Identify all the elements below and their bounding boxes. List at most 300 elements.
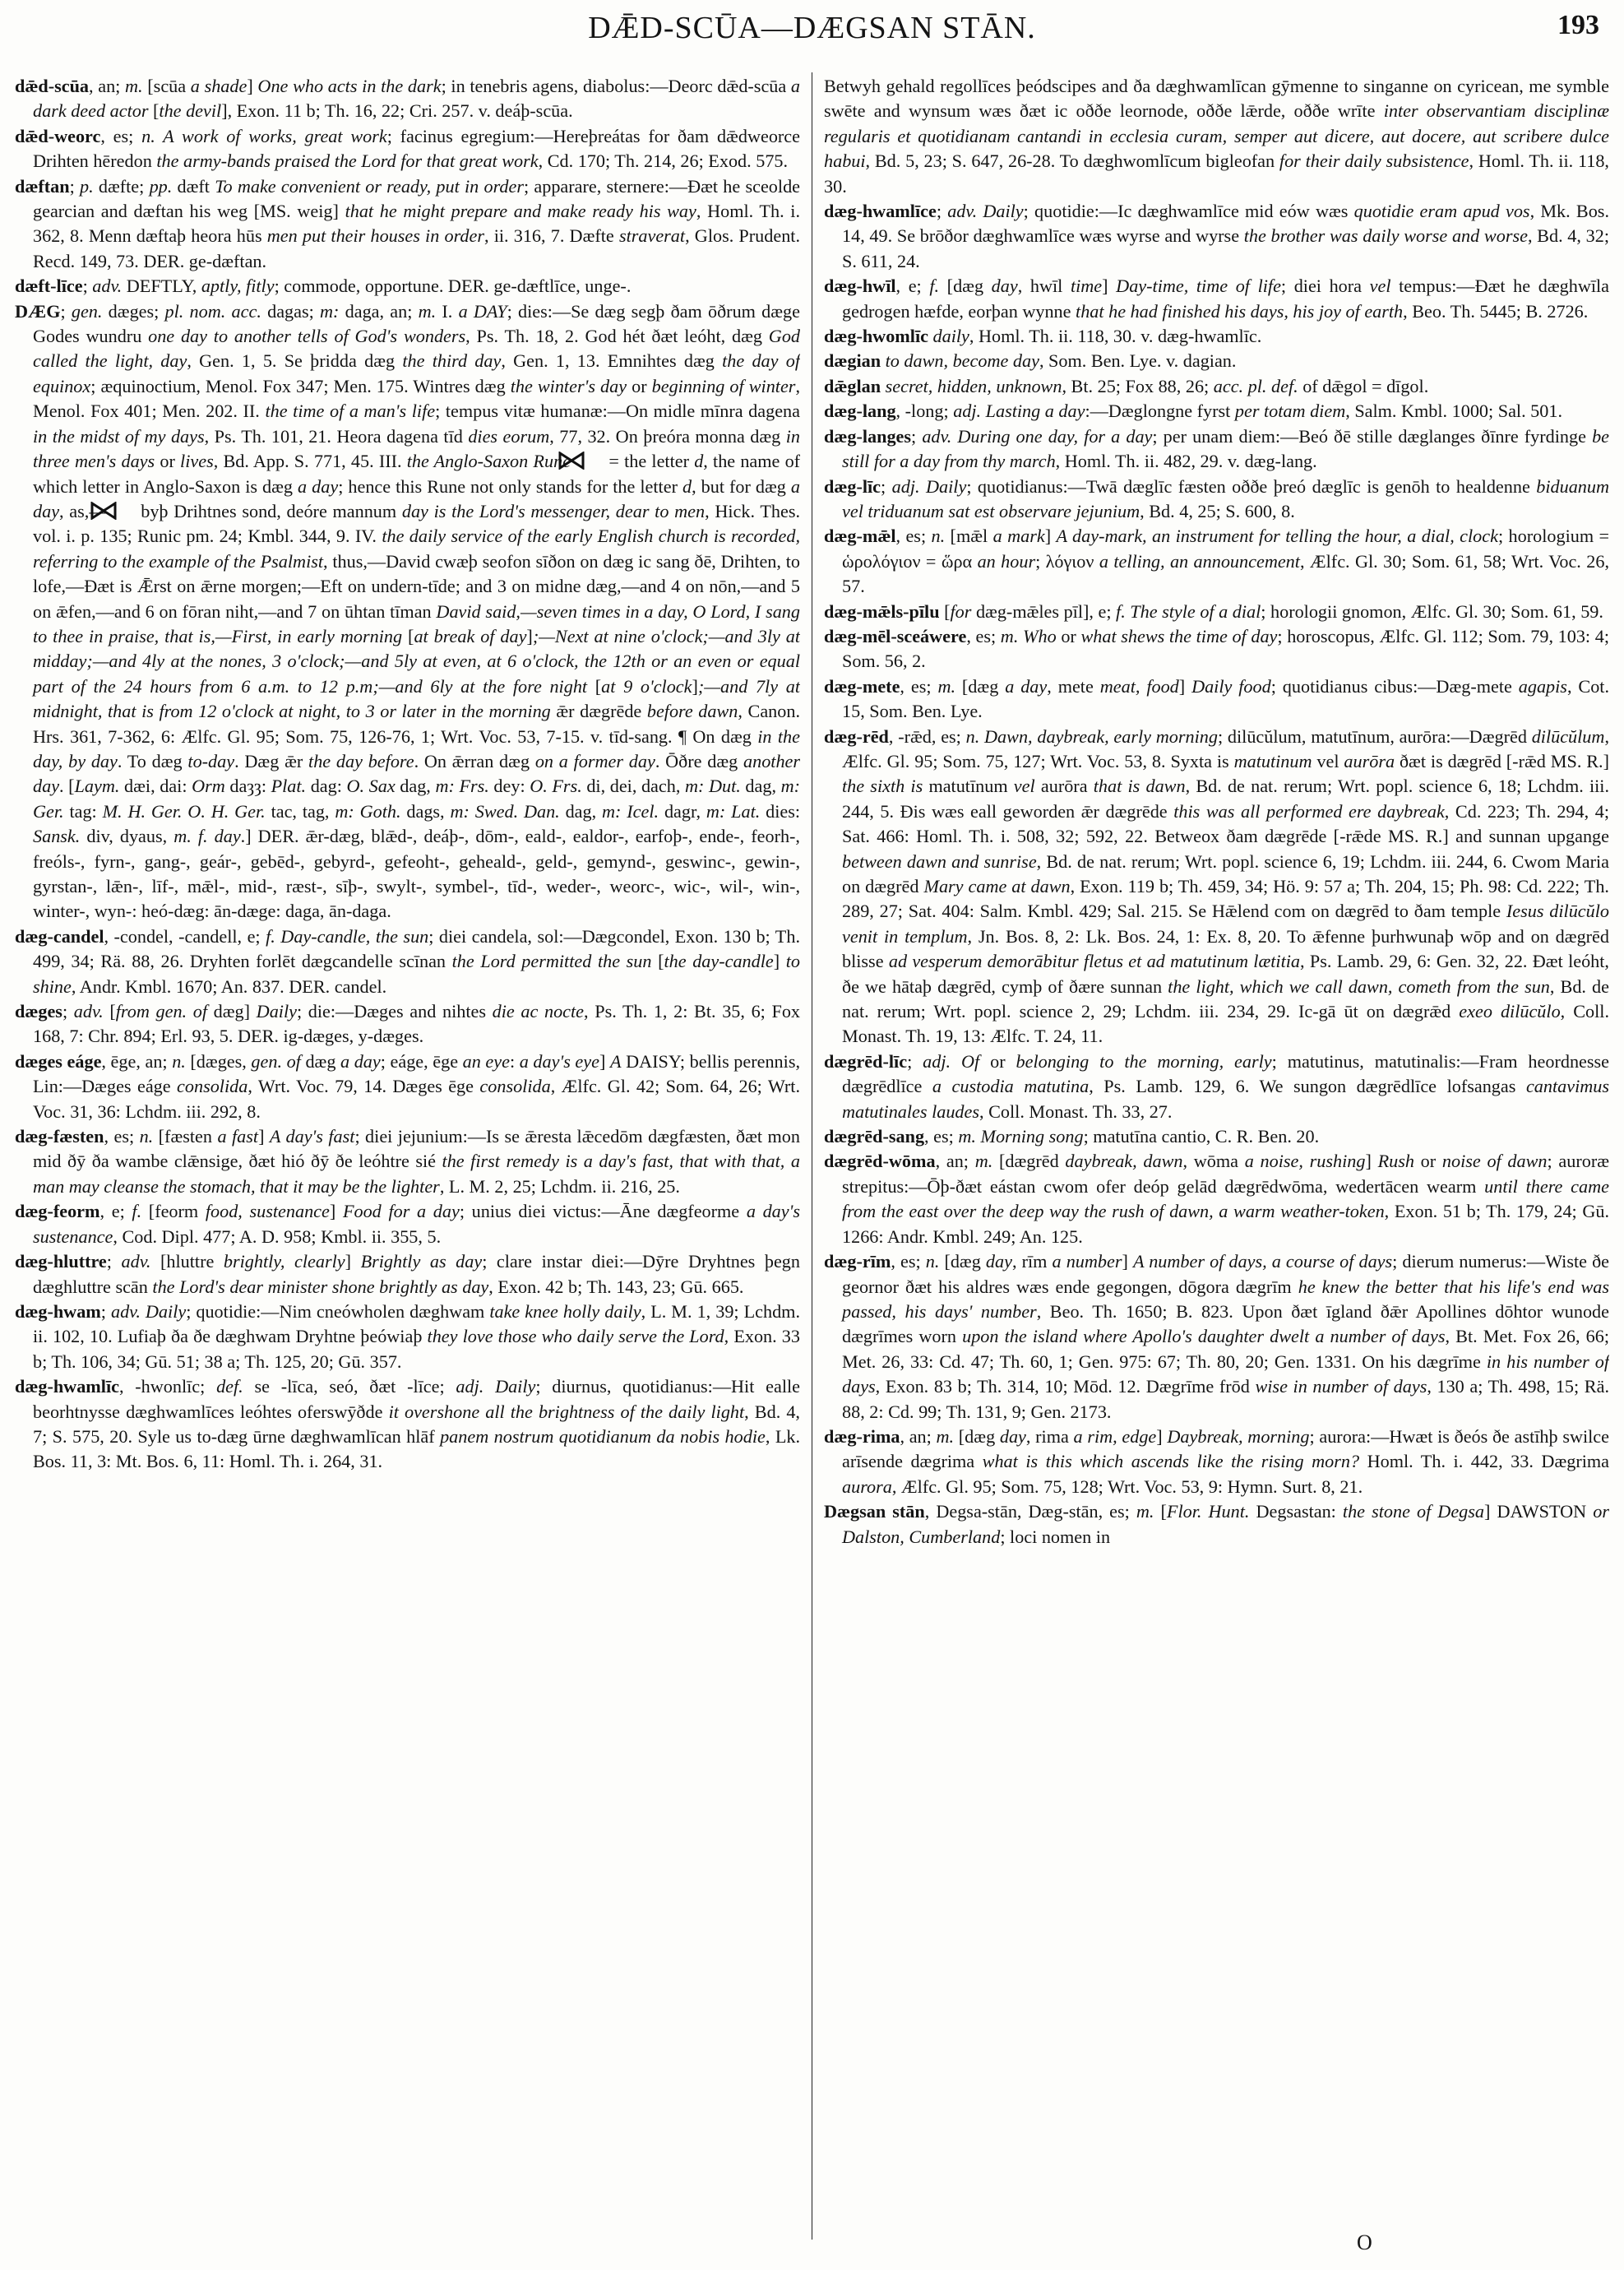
entry-gloss: Daybreak, morning xyxy=(1167,1425,1310,1447)
entry-text: ; eáge, ēge xyxy=(380,1050,463,1072)
entry-text: tag: xyxy=(63,800,103,822)
entry-gloss: agapis xyxy=(1518,675,1567,697)
entry-text: , Homl. Th. ii. 118, 30. xyxy=(824,151,1609,197)
entry-gloss: f. The style of a dial xyxy=(1116,600,1261,622)
entry-gloss: adj. Lasting a day xyxy=(953,401,1085,422)
entry-text: ] xyxy=(329,1201,343,1222)
entry-text: , Ps. Lamb. 129, 6. We sungon dægrēdlīce lofsangas xyxy=(1089,1076,1526,1097)
entry-gloss: Plat. xyxy=(271,776,307,797)
entry-gloss: m. xyxy=(418,300,437,322)
entry-text: ; xyxy=(911,425,923,447)
entry-gloss: adv. xyxy=(92,276,123,297)
entry-text: ] xyxy=(1178,675,1192,697)
entry-text: or xyxy=(1413,1151,1442,1172)
entry-text: , wōma xyxy=(1182,1151,1245,1172)
entry-headword: dǣglan xyxy=(824,375,881,396)
entry-gloss: f. Day-candle, the sun xyxy=(266,925,429,947)
entry-gloss: vel xyxy=(1369,276,1391,297)
entry-text: , the name of which letter in Anglo-Saxon is dæg xyxy=(33,451,800,497)
entry-text: ; xyxy=(62,1001,74,1022)
entry-text: dagas; xyxy=(261,300,320,322)
entry-text: [ xyxy=(402,625,414,646)
entry-text: , Bd. 5, 23; S. 647, 26-28. To dæghwomlīcum bigleofan xyxy=(865,151,1279,172)
entry-gloss: exeo dilūcŭlo xyxy=(1459,1001,1561,1022)
entry-gloss: daily xyxy=(932,326,969,347)
entry-text: , Gen. 1, 13. Emnihtes dæg xyxy=(501,350,723,372)
entry-text: ; xyxy=(907,1050,923,1072)
entry-text: , as,— byþ Drihtnes sond, deóre mannum xyxy=(59,500,402,521)
entry-gloss: Laym. xyxy=(74,776,120,797)
entry-text: , Andr. Kmbl. 1670; An. 837. DER. candel. xyxy=(71,975,387,997)
entry-gloss: dies eorum xyxy=(468,425,550,447)
entry-gloss: acc. pl. def. xyxy=(1213,375,1298,396)
entry-text: ; horoscopus, Ælfc. Gl. 112; Som. 79, 103: 4; Som. 56, 2. xyxy=(842,625,1609,672)
dictionary-entry xyxy=(824,324,1609,349)
entry-text: , es; xyxy=(891,1251,926,1272)
dictionary-entry xyxy=(15,74,800,124)
entry-gloss: a shade xyxy=(190,76,248,96)
entry-gloss: n. Dawn, daybreak, early morning xyxy=(965,725,1218,747)
entry-gloss: in three men's days xyxy=(33,425,800,472)
entry-headword: dæft-līce xyxy=(15,276,83,297)
dictionary-entry xyxy=(15,174,800,275)
entry-gloss: To make convenient or ready, put in order xyxy=(215,175,524,197)
entry-text: , Mk. Bos. 14, 49. Se brōðor dæghwamlīce wæs wyrse and wyrse xyxy=(842,201,1609,247)
entry-text: ; per unam diem:—Beó ðē stille dæglanges ðīnre fyrdinge xyxy=(1152,425,1593,447)
entry-gloss: adv. Daily xyxy=(947,201,1024,222)
entry-text: [ xyxy=(587,675,602,697)
dictionary-entry xyxy=(15,299,800,924)
entry-gloss: the light, which we call dawn, cometh from the sun xyxy=(1168,975,1550,997)
entry-gloss: per totam diem xyxy=(1234,401,1346,422)
entry-text: , Cod. Dipl. 477; A. D. 958; Kmbl. ii. 355, 5. xyxy=(113,1225,442,1247)
entry-text: , es; xyxy=(966,625,1001,646)
entry-text: , Glos. Prudent. Recd. 149, 73. DER. ge-dæftan. xyxy=(33,225,800,271)
entry-text: se -līca, seó, ðæt -līce; xyxy=(243,1376,456,1397)
entry-text: ; dies:—Se dæg segþ ðam ōðrum dæge Godes wundru xyxy=(33,300,800,347)
entry-gloss: the army-bands praised the Lord for that great work xyxy=(156,151,539,172)
signature-mark: O xyxy=(1357,2231,1372,2254)
entry-gloss: on a former day xyxy=(534,750,655,771)
entry-gloss: at break of day xyxy=(414,625,527,646)
dictionary-entry xyxy=(824,674,1609,725)
entry-text: ; diei candela, sol:—Dægcondel, Exon. 130 b; Th. 499, 34; Rä. 88, 26. Dryhten forlēt dægcandelle scīnan xyxy=(33,925,800,972)
entry-text: , Menol. Fox 401; Men. 202. II. xyxy=(33,375,800,422)
entry-gloss: f. xyxy=(929,276,940,297)
dictionary-entry xyxy=(824,374,1609,399)
entry-gloss: the daily service of the early English church is recorded, referring to the example of the Psalmist xyxy=(33,526,800,572)
entry-text: ; horologii gnomon, Ælfc. Gl. 30; Som. 61, 59. xyxy=(1261,600,1603,622)
entry-text: , es; xyxy=(924,1126,959,1147)
entry-headword: dæg-mēl-sceáwere xyxy=(824,625,967,646)
entry-text: or xyxy=(627,375,652,396)
entry-text: or xyxy=(1056,625,1081,646)
entry-text: , ii. 316, 7. Dæfte xyxy=(483,225,619,247)
entry-text: , an; xyxy=(89,76,126,96)
entry-gloss: to-day xyxy=(187,750,235,771)
entry-text: aurōra xyxy=(1034,776,1094,797)
entry-gloss: be still for a day from thy march xyxy=(842,425,1609,472)
entry-gloss: n. A work of works, great work xyxy=(141,125,387,146)
entry-text: tempus:—Ðæt he dæghwīla gedrogen hæfde, eorþan wynne xyxy=(842,276,1609,322)
entry-text: ] xyxy=(1044,526,1057,547)
entry-text: ; quotidie:—Nim cneówholen dæghwam xyxy=(186,1300,490,1322)
entry-gloss: they love those who daily serve the Lord xyxy=(427,1326,724,1347)
entry-text: ; quotidianus:—Twā dæglīc fæsten oððe þreó dæglīc is genōh to healdenne xyxy=(966,475,1537,497)
dictionary-entry xyxy=(824,1149,1609,1249)
entry-text: , ēge, an; xyxy=(101,1050,173,1072)
entry-gloss: day is the Lord's messenger, dear to men xyxy=(401,500,706,521)
entry-text: , e; xyxy=(895,276,930,297)
entry-headword: dægrēd-wōma xyxy=(824,1151,936,1172)
entry-text: ] xyxy=(599,1050,610,1072)
entry-gloss: adj. Daily xyxy=(891,475,967,497)
entry-gloss: the winter's day xyxy=(510,375,627,396)
entry-text: dæg-mǣles pīl], e; xyxy=(971,600,1117,622)
entry-gloss: d xyxy=(694,451,704,472)
entry-gloss: for their daily subsistence xyxy=(1279,151,1469,172)
entry-text: dag, xyxy=(395,776,436,797)
entry-text: dæi, dai: xyxy=(119,776,192,797)
entry-gloss: an eye xyxy=(462,1050,510,1072)
entry-gloss: the day-candle xyxy=(664,951,774,972)
entry-text: ǣr dægrēde xyxy=(550,701,647,722)
entry-gloss: A day's fast xyxy=(269,1126,355,1147)
entry-gloss: what shews the time of day xyxy=(1080,625,1278,646)
entry-text: ; xyxy=(100,1300,111,1322)
entry-gloss: upon the island where Apollo's daughter dwelt a number of days xyxy=(962,1326,1446,1347)
entry-text: div, dyaus, xyxy=(80,826,174,847)
entry-text: dæg] xyxy=(207,1001,257,1022)
entry-headword: dæg-hwam xyxy=(15,1300,101,1322)
entry-text: , -hwonlīc; xyxy=(118,1376,217,1397)
entry-gloss: before dawn xyxy=(646,701,738,722)
entry-text: di, dei, dach, xyxy=(581,776,685,797)
entry-text: , es; xyxy=(104,1126,140,1147)
entry-text: , an; xyxy=(935,1151,975,1172)
entry-headword: Dægsan stān xyxy=(824,1501,925,1522)
dag-rune-icon xyxy=(108,502,136,520)
entry-gloss: pp. xyxy=(149,175,173,197)
entry-gloss: straverat xyxy=(618,225,686,247)
entry-text: dag, xyxy=(559,800,603,822)
entry-text: , Jn. Bos. 8, 2: Lk. Bos. 24, 1: Ex. 8, 20. To ǣfenne þurhwunaþ wōp and on dægrēd blisse xyxy=(842,925,1609,972)
entry-text: of dǣgol = dīgol. xyxy=(1298,375,1429,396)
entry-gloss: Daily food xyxy=(1191,675,1271,697)
entry-text: ; diurnus, quotidianus:—Hit ealle beorhtnysse dæghwamlīces leóhtes oferswȳðde xyxy=(33,1376,800,1422)
entry-text: . Ōðre dæg xyxy=(655,750,744,771)
entry-headword: dæg-hwamlīce xyxy=(824,201,937,222)
entry-text: , Exon. 42 b; Th. 143, 23; Gū. 665. xyxy=(488,1276,744,1297)
entry-text: dies: xyxy=(760,800,800,822)
entry-text: , an; xyxy=(900,1425,937,1447)
entry-text: ] xyxy=(345,1251,361,1272)
entry-gloss: dilūcŭlum xyxy=(1531,725,1605,747)
entry-text: , Ps. Th. 18, 2. God hét ðæt leóht, dæg xyxy=(465,326,769,347)
entry-gloss: a noise, rushing xyxy=(1244,1151,1366,1172)
entry-gloss: m. Who xyxy=(1000,625,1057,646)
entry-text: , Bd. de nat. rerum; Wrt. popl. science 2, 29; Lchdm. iii. 234, 29. Ic-gā ūt on dægrǣd xyxy=(842,975,1609,1022)
entry-text: ; quotidianus cibus:—Dæg-mete xyxy=(1270,675,1519,697)
entry-gloss: between dawn and sunrise xyxy=(842,850,1037,872)
dictionary-entry xyxy=(15,1124,800,1199)
entry-text: dey: xyxy=(488,776,530,797)
entry-text: , Cd. 223; Th. 294, 4; Sat. 466: Homl. Th. i. 508, 32; 592, 22. Betweox ðam dægrēde [-rǣde MS. R.] and sunnan upgange xyxy=(842,800,1609,847)
entry-gloss: a day xyxy=(1005,675,1048,697)
entry-text: . [ xyxy=(59,776,75,797)
entry-text: , Wrt. Voc. 79, 14. Dæges ēge xyxy=(248,1076,480,1097)
entry-gloss: that he had finished his days, his joy of earth xyxy=(1076,300,1404,322)
entry-gloss: the brother was daily worse and worse xyxy=(1243,225,1528,247)
dictionary-entry xyxy=(824,475,1609,525)
entry-text: vel xyxy=(1312,750,1344,771)
entry-gloss: m. xyxy=(1136,1501,1154,1522)
entry-gloss: m: xyxy=(435,776,455,797)
entry-text: , es; xyxy=(100,125,142,146)
dictionary-entry xyxy=(15,924,800,999)
entry-gloss: Ger. xyxy=(33,800,64,822)
entry-gloss: die ac nocte xyxy=(492,1001,585,1022)
entry-text: ; commode, opportune. DER. ge-dæftlīce, unge-. xyxy=(274,276,632,297)
entry-text: [scūa xyxy=(142,76,191,96)
entry-gloss: m. xyxy=(937,675,956,697)
entry-gloss: n. xyxy=(139,1126,154,1147)
entry-gloss: belonging to the morning, early xyxy=(1016,1050,1272,1072)
entry-text: ] xyxy=(1102,276,1117,297)
entry-text: , Bd. 4, 25; S. 600, 8. xyxy=(1140,500,1295,521)
entry-text xyxy=(470,801,475,822)
entry-gloss: take knee holly daily xyxy=(489,1300,641,1322)
entry-text: , Gen. 1, 5. Se þridda dæg xyxy=(187,350,403,372)
entry-gloss: that is dawn xyxy=(1093,776,1186,797)
entry-text: ; xyxy=(69,175,80,197)
dictionary-entry xyxy=(824,1049,1609,1124)
entry-text: , mete xyxy=(1047,675,1100,697)
entry-gloss: Goth. xyxy=(359,800,401,822)
entry-gloss: adj. Of xyxy=(923,1050,980,1072)
entry-text: [dæges, xyxy=(185,1050,252,1072)
entry-headword: dæg-hluttre xyxy=(15,1251,107,1272)
entry-text: , L. M. 2, 25; Lchdm. ii. 216, 25. xyxy=(439,1175,680,1197)
entry-text: Betwyh gehald regollīces þeódscipes and ða dæghwamlīcan gȳmenne to singanne on cyricean, me symble swēte and wynsum wæs ðæt ic oððe leornode, oððe lǣrde, oððe wrīte xyxy=(824,76,1609,122)
entry-gloss: until there came from the east over the deep way the rush of dawn, a warm weather-token xyxy=(842,1175,1609,1222)
entry-text: , Bd. de nat. rerum; Wrt. popl. science 6, 18; Lchdm. iii. 244, 5. Ðis wæs eall geworden ǣr dægrēde xyxy=(842,776,1609,822)
entry-gloss: daybreak, dawn xyxy=(1065,1151,1183,1172)
entry-gloss: Dalston, Cumberland xyxy=(842,1526,1001,1547)
left-column xyxy=(15,74,800,2237)
entry-text: dæges; xyxy=(102,300,165,322)
entry-gloss: a mark xyxy=(992,526,1045,547)
dictionary-entry xyxy=(824,725,1609,1049)
entry-gloss: secret, hidden, unknown xyxy=(885,375,1062,396)
entry-gloss: def. xyxy=(216,1376,243,1397)
entry-text: , 77, 32. On þreóra monna dæg xyxy=(549,425,786,447)
entry-text: , Beo. Th. 5445; B. 2726. xyxy=(1403,300,1589,322)
dictionary-entry xyxy=(824,424,1609,475)
dictionary-entry xyxy=(824,349,1609,373)
entry-gloss: a custodia matutina xyxy=(932,1076,1090,1097)
dictionary-entry xyxy=(824,524,1609,599)
entry-text xyxy=(354,801,360,822)
entry-text: ; quotidie:—Ic dæghwamlīce mid eów wæs xyxy=(1023,201,1354,222)
entry-text: , Som. Ben. Lye. v. dagian. xyxy=(1039,350,1237,372)
entry-text: , Ælfc. Gl. 95; Som. 75, 128; Wrt. Voc. 53, 9: Hymn. Surt. 8, 21. xyxy=(891,1476,1363,1497)
entry-gloss: vel xyxy=(1013,776,1035,797)
entry-gloss: M. H. Ger. O. H. Ger. xyxy=(102,800,266,822)
entry-text: ; facinus egregium:—Hereþreátas for ðam dǣdweorce Drihten hēredon xyxy=(33,125,800,172)
entry-headword: dæg-rīm xyxy=(824,1251,891,1272)
entry-headword: dæg-langes xyxy=(824,425,912,447)
entry-text: , e; xyxy=(99,1201,132,1222)
entry-gloss: Dut. xyxy=(709,776,741,797)
entry-gloss: a day's eye xyxy=(519,1050,599,1072)
entry-text: ; matutinus, matutinalis:—Fram heordnesse dægrēdlīce xyxy=(842,1050,1609,1097)
entry-gloss: panem nostrum quotidianum da nobis hodie xyxy=(440,1425,766,1447)
running-head: DǢD-SCŪA—DÆGSAN STĀN. xyxy=(588,11,1036,45)
entry-text: , Exon. 51 b; Th. 179, 24; Gū. 1266: Andr. Kmbl. 249; An. 125. xyxy=(842,1201,1609,1247)
entry-text: ; die:—Dæges and nihtes xyxy=(296,1001,493,1022)
entry-text: [dæg xyxy=(954,1425,1000,1447)
entry-gloss: noise of dawn xyxy=(1441,1151,1548,1172)
entry-text: ; diei jejunium:—Is se ǣresta lǣcedōm dægfæsten, ðæt mon mid ðȳ ða wambe clǣnsige, ðæt hió ðȳ ðe leóhtre sié xyxy=(33,1126,800,1172)
entry-text: , Cd. 170; Th. 214, 26; Exod. 575. xyxy=(538,151,789,172)
entry-text: ] xyxy=(1156,1425,1168,1447)
entry-gloss: to dawn, become day xyxy=(885,350,1039,372)
entry-text: ; xyxy=(82,276,93,297)
entry-gloss: m. xyxy=(125,76,143,96)
entry-text: ; unius diei victus:—Āne dægfeorme xyxy=(459,1201,747,1222)
entry-text: : xyxy=(509,1050,520,1072)
entry-text: ; diei hora xyxy=(1280,276,1370,297)
entry-text: , Bd. de nat. rerum; Wrt. popl. science 6, 19; Lchdm. iii. 244, 6. Cwom Maria on dægrēd xyxy=(842,850,1609,896)
entry-gloss: men put their houses in order xyxy=(266,225,484,247)
entry-gloss: adv. Daily xyxy=(110,1300,187,1322)
page-header xyxy=(0,10,1624,59)
entry-gloss: brightly, clearly xyxy=(223,1251,345,1272)
entry-text: [hluttre xyxy=(150,1251,224,1272)
entry-headword: dæg-līc xyxy=(824,475,881,497)
entry-gloss: a DAY xyxy=(458,300,507,322)
entry-gloss: inter observantiam disciplinæ regularis et quotidianam cantandi in ecclesia curam, semper aut dicere, aut docere, aut scribere dulce habui xyxy=(824,100,1609,172)
entry-text: ; in tenebris agens, diabolus:—Deorc dǣd-scūa xyxy=(441,76,791,96)
entry-text: ; æquinoctium, Menol. Fox 347; Men. 175. Wintres dæg xyxy=(90,375,511,396)
entry-text: , Bt. Met. Fox 26, 66; Met. 26, 33: Cd. 47; Th. 60, 1; Gen. 975: 67; Th. 80, 20; Gen. 1331. On his dægrīme xyxy=(842,1326,1609,1372)
entry-text: , Degsa-stān, Dæg-stān, es; xyxy=(924,1501,1136,1522)
entry-gloss: the stone of Degsa xyxy=(1342,1501,1484,1522)
entry-gloss: in his number of days xyxy=(842,1350,1609,1397)
entry-headword: dæg-feorm xyxy=(15,1201,100,1222)
entry-headword: dæg-candel xyxy=(15,925,104,947)
entry-gloss: for xyxy=(950,600,972,622)
entry-text: Degsastan: xyxy=(1249,1501,1343,1522)
entry-text: ] xyxy=(247,76,258,96)
entry-gloss: O. Sax xyxy=(346,776,396,797)
entry-gloss: Day-time, time of life xyxy=(1116,276,1281,297)
entry-gloss: Mary came at dawn xyxy=(923,876,1071,896)
entry-gloss: David said,—seven times in a day, O Lord, I sang to thee in praise, that is,—First, in early morning xyxy=(33,600,800,646)
entry-gloss: day xyxy=(991,276,1018,297)
entry-gloss: m. xyxy=(974,1151,993,1172)
entry-headword: dæg-hwomlīc xyxy=(824,326,928,347)
entry-gloss: time xyxy=(1070,276,1103,297)
entry-text: , Lk. Bos. 11, 3: Mt. Bos. 6, 11: Homl. Th. i. 264, 31. xyxy=(33,1425,800,1472)
entry-gloss: ;—and 7ly at midnight, that is from 12 o'clock at night, to 3 or later in the morning xyxy=(33,675,800,722)
entry-text: ] xyxy=(692,675,698,697)
page-number: 193 xyxy=(1557,10,1599,40)
entry-gloss: God called the light, day xyxy=(33,326,800,372)
dictionary-entry xyxy=(824,1124,1609,1149)
entry-gloss: Daily xyxy=(256,1001,297,1022)
entry-gloss: gen. xyxy=(71,300,103,322)
entry-gloss: in the midst of my days xyxy=(33,425,205,447)
dictionary-entry xyxy=(15,1249,800,1299)
entry-text: ðæt is dægrēd [-rǣd MS. R.] xyxy=(1395,750,1609,771)
entry-text: , Hick. Thes. vol. i. p. 135; Runic pm. 24; Kmbl. 344, 9. IV. xyxy=(33,500,800,547)
entry-text: , es; xyxy=(900,675,938,697)
entry-gloss: the day of equinox xyxy=(33,350,800,396)
entry-text: ; xyxy=(936,201,948,222)
entry-text: dæg xyxy=(300,1050,341,1072)
entry-gloss: m. xyxy=(936,1425,955,1447)
entry-text: DAISY; bellis perennis, Lin:—Dæges eáge xyxy=(33,1050,800,1097)
entry-text: , Ælfc. Gl. 95; Som. 75, 127; Wrt. Voc. 53, 8. Syxta is xyxy=(842,725,1609,771)
entry-gloss: adj. Daily xyxy=(456,1376,536,1397)
entry-text: [ xyxy=(939,600,951,622)
entry-gloss: the Lord permitted the sun xyxy=(451,951,652,972)
entry-text: ; xyxy=(881,475,892,497)
entry-text: ] DAWSTON xyxy=(1484,1501,1594,1522)
entry-gloss: Lat. xyxy=(731,800,761,822)
entry-headword: dǣd-weorc xyxy=(15,125,101,146)
entry-text: , Canon. Hrs. 361, 7-362, 6: Ælfc. Gl. 95; Som. 75, 126-76, 1; Wrt. Voc. 53, 7-15. v. tīd-sang. ¶ On dæg xyxy=(33,701,800,747)
dag-rune-icon xyxy=(576,452,604,470)
dictionary-entry xyxy=(15,1374,800,1475)
dictionary-entry xyxy=(824,1499,1609,1550)
entry-gloss: adv. xyxy=(121,1251,151,1272)
entry-gloss: a day's sustenance xyxy=(33,1201,800,1247)
entry-gloss: Rush xyxy=(1377,1151,1414,1172)
entry-text: :—Dæglongne fyrst xyxy=(1085,401,1235,422)
entry-gloss: he knew the better that his life's end was passed, his days' number xyxy=(842,1276,1609,1322)
entry-text: = the letter xyxy=(571,451,694,471)
entry-text: dag, xyxy=(740,776,781,797)
entry-text: , Ælfc. Gl. 30; Som. 61, 58; Wrt. Voc. 26, 57. xyxy=(842,550,1609,597)
entry-gloss: Orm xyxy=(192,776,225,797)
entry-text: , Beo. Th. 1650; B. 823. Upon ðæt īgland ðǣr Apollines dōhtor wunode dægrīmes worn xyxy=(842,1300,1609,1347)
entry-text: ; horologium = ὡρολόγιον = ὥρα xyxy=(842,526,1609,572)
entry-headword: dæges eáge xyxy=(15,1050,102,1072)
entry-text: [ xyxy=(148,100,160,122)
entry-text: ; loci nomen in xyxy=(1000,1526,1111,1547)
entry-text: or xyxy=(155,451,181,472)
entry-gloss: m: xyxy=(685,776,705,797)
entry-text: , hwīl xyxy=(1017,276,1071,297)
entry-text: ; tempus vitæ humanæ:—On midle mīnra dagena xyxy=(435,401,800,422)
entry-text: , Ps. Lamb. 29, 6: Gen. 32, 22. Ðæt leóht, ðe we hātaþ dægrēd, cymþ of ðære sunnan xyxy=(842,951,1609,997)
entry-gloss: aurora xyxy=(842,1476,892,1497)
entry-text: , but for dæg xyxy=(692,475,791,497)
entry-text: ] xyxy=(1122,1251,1133,1272)
entry-text: ; dilūcŭlum, matutīnum, aurōra:—Dægrēd xyxy=(1217,725,1532,747)
entry-gloss: Iesus dilūcŭlo venit in templum xyxy=(842,901,1609,947)
entry-text: [ xyxy=(103,1001,116,1022)
entry-headword: dæg-hwamlīc xyxy=(15,1376,119,1397)
entry-text: , Homl. Th. i. 362, 8. Menn dæftaþ heora hūs xyxy=(33,201,800,247)
dictionary-entry xyxy=(15,1299,800,1374)
entry-gloss: m. f. day xyxy=(174,826,241,847)
entry-text: ; clare instar diei:—Dȳre Dryhtnes þegn dæghluttre scān xyxy=(33,1251,800,1297)
entry-text: or xyxy=(979,1050,1016,1072)
